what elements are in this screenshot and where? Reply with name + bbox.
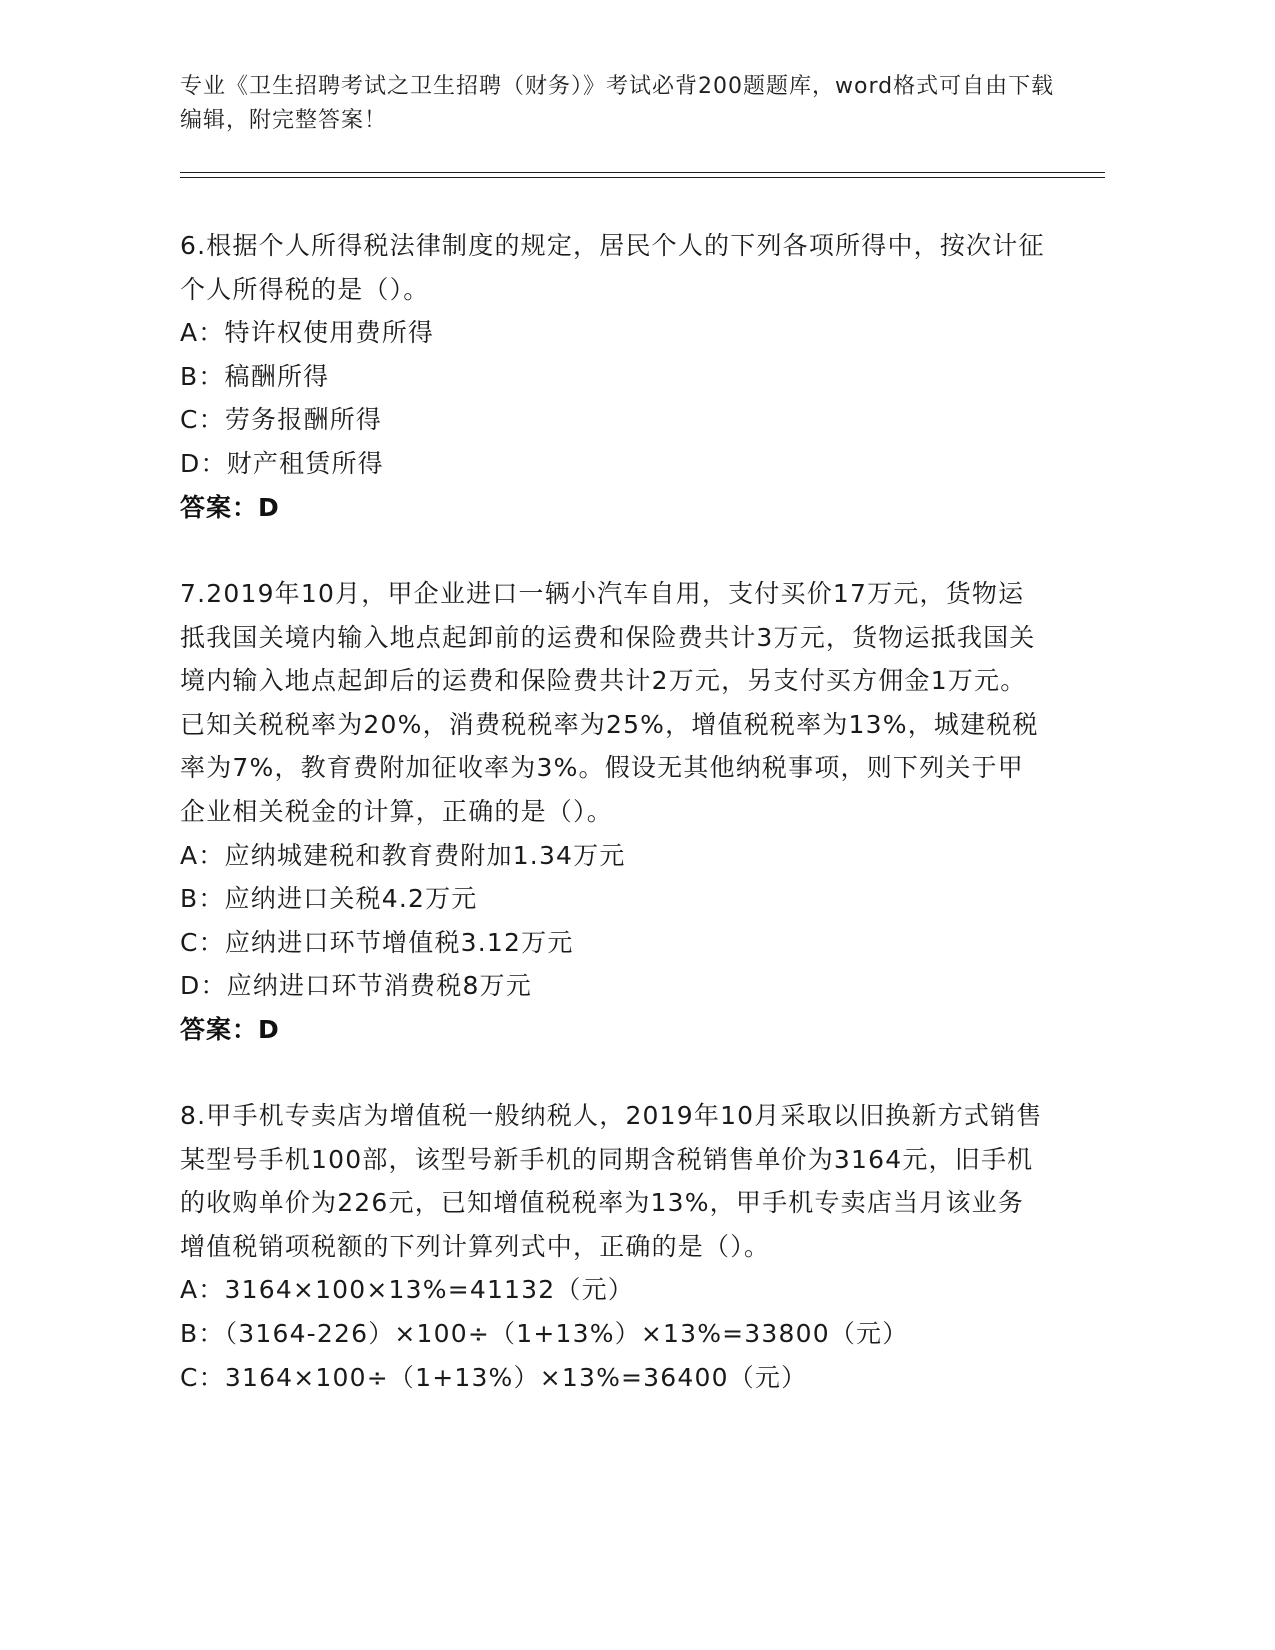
document-header — [180, 70, 1060, 138]
question-text: 6.根据个人所得税法律制度的规定，居民个人的下列各项所得中，按次计征个人所得税的是（）。 — [180, 231, 1045, 304]
option-b: B：稿酬所得 — [180, 361, 330, 391]
question-8 — [180, 1094, 1050, 1399]
question-text: 8.甲手机专卖店为增值税一般纳税人，2019年10月采取以旧换新方式销售某型号手机100部，该型号新手机的同期含税销售单价为3164元，旧手机的收购单价为226元，已知增值税税率为13%，甲手机专卖店当月该业务增值税销项税额的下列计算列式中，正确的是（）。 — [180, 1101, 1043, 1261]
option-d: D：财产租赁所得 — [180, 448, 384, 478]
header-intro-text: 专业《卫生招聘考试之卫生招聘（财务）》考试必背200题题库，word格式可自由下载编辑，附完整答案！ — [180, 74, 1055, 133]
answer-label: 答案：D — [180, 492, 280, 522]
option-a: A：特许权使用费所得 — [180, 318, 435, 348]
question-6 — [180, 224, 1050, 529]
header-divider-top — [180, 172, 1105, 173]
option-b: B：（3164-226）×100÷（1+13%）×13%=33800（元） — [180, 1318, 909, 1348]
question-7 — [180, 572, 1050, 1052]
option-a: A：3164×100×13%=41132（元） — [180, 1275, 634, 1305]
option-d: D：应纳进口环节消费税8万元 — [180, 971, 532, 1001]
option-c: C：劳务报酬所得 — [180, 405, 383, 435]
option-c: C：应纳进口环节增值税3.12万元 — [180, 927, 574, 957]
header-divider-bottom — [180, 177, 1105, 178]
option-b: B：应纳进口关税4.2万元 — [180, 884, 478, 914]
question-text: 7.2019年10月，甲企业进口一辆小汽车自用，支付买价17万元，货物运抵我国关境内输入地点起卸前的运费和保险费共计3万元，货物运抵我国关境内输入地点起卸后的运费和保险费共计2万元，另支付买方佣金1万元。已知关税税率为20%，消费税税率为25%，增值税税率为13%，城建税税率为7%，教育费附加征收率为3%。假设无其他纳税事项，则下列关于甲企业相关税金的计算，正确的是（）。 — [180, 579, 1039, 826]
option-c: C：3164×100÷（1+13%）×13%=36400（元） — [180, 1362, 808, 1392]
option-a: A：应纳城建税和教育费附加1.34万元 — [180, 840, 626, 870]
answer-label: 答案：D — [180, 1014, 280, 1044]
